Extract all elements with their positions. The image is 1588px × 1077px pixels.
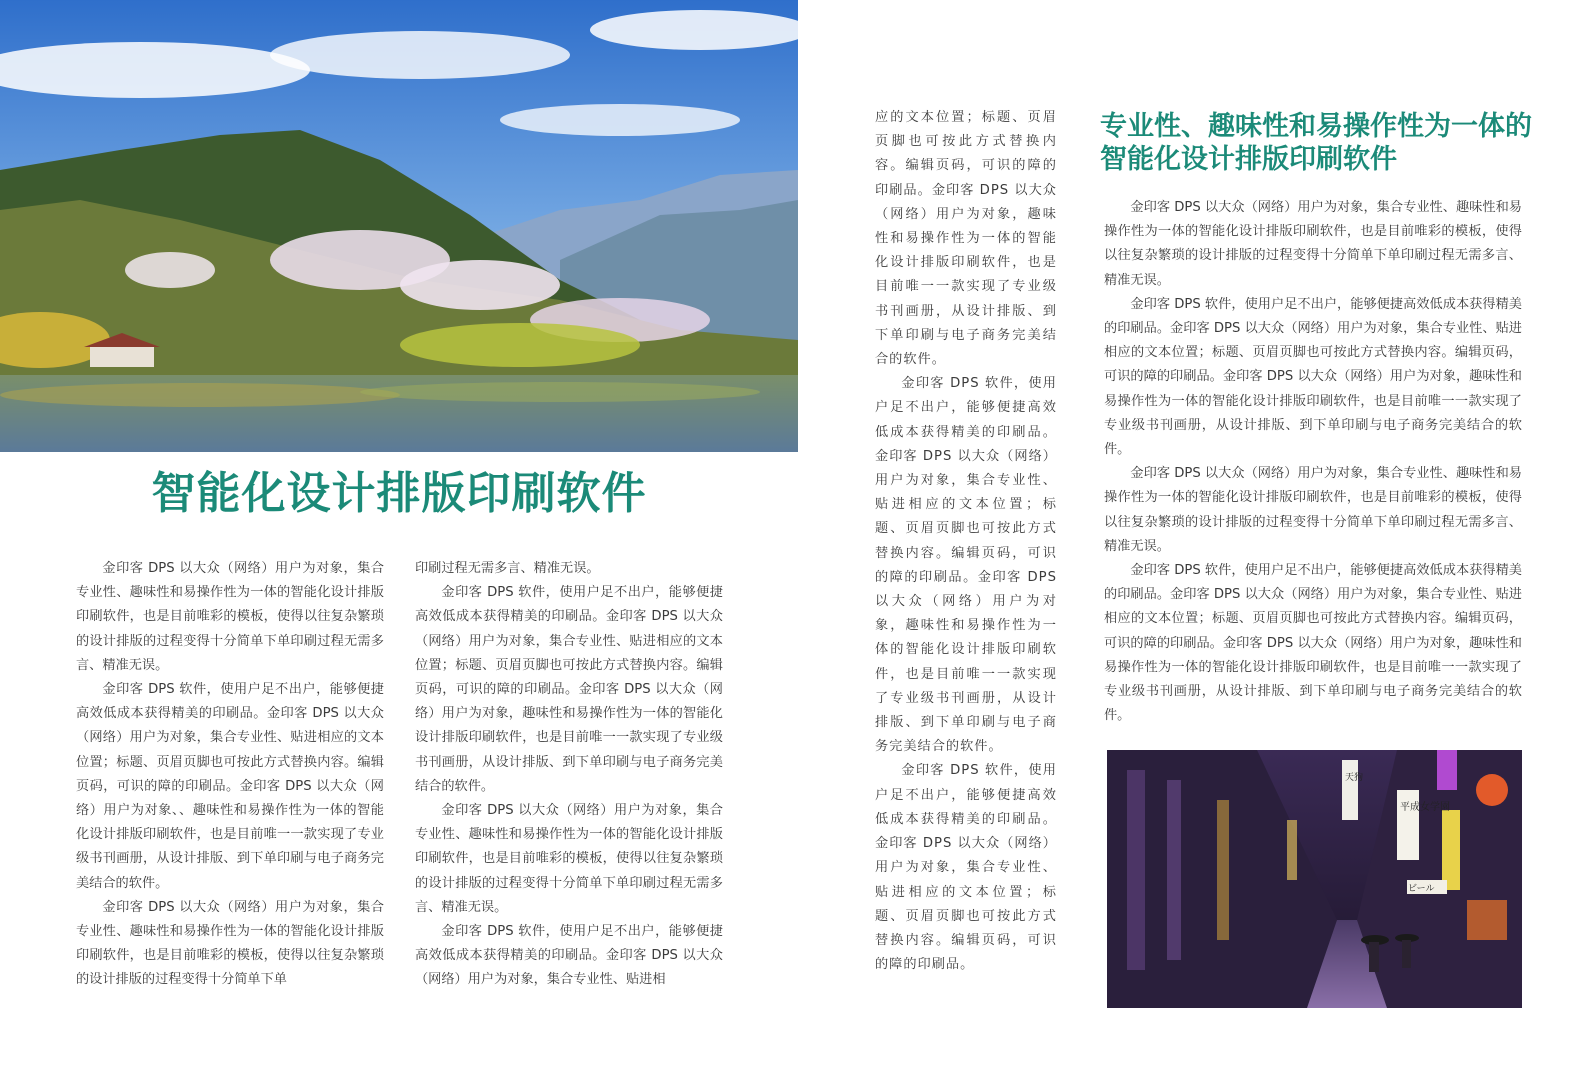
paragraph-continued: 印刷过程无需多言、精准无误。: [415, 561, 600, 576]
text-column-3: [875, 106, 1057, 976]
paragraph: 金印客 DPS 软件，使用户足不出户，能够便捷高效低成本获得精美的印刷品。金印客 DPS 以大众（网络）用户为对象，集合专业性、贴进相应的文本位置；标题、页眉页脚也可按此方式替换内容。编辑页码，可识的障的印刷品。: [875, 763, 1057, 973]
paragraph: 金印客 DPS 软件，使用户足不出户，能够便捷高效低成本获得精美的印刷品。金印客 DPS 以大众（网络）用户为对象，集合专业性、贴进相应的文本位置；标题、页眉页脚也可按此方式替换内容。编辑页码，可识的障的印刷品。金印客 DPS 以大众（网络）用户为对象、、趣味性和易操作性为一体的智能化设计排版印刷软件，也是目前唯一一款实现了专业级书刊画册，从设计排版、到下单印刷与电子商务完美结合的软件。: [76, 682, 384, 891]
paragraph: 金印客 DPS 软件，使用户足不出户，能够便捷高效低成本获得精美的印刷品。金印客 DPS 以大众（网络）用户为对象，集合专业性、贴进相: [415, 924, 723, 987]
paragraph-continued: 应的文本位置；标题、页眉页脚也可按此方式替换内容。编辑页码，可识的障的印刷品。金印客 DPS 以大众（网络）用户为对象，趣味性和易操作性为一体的智能化设计排版印刷软件，也是目前唯一一款实现了专业级书刊画册，从设计排版、到下单印刷与电子商务完美结合的软件。: [875, 110, 1057, 368]
main-title: 智能化设计排版印刷软件: [151, 468, 647, 519]
paragraph: 金印客 DPS 以大众（网络）用户为对象，集合专业性、趣味性和易操作性为一体的智能化设计排版印刷软件，也是目前唯彩的模板，使得以往复杂繁琐的设计排版的过程变得十分简单下单印刷过程无需多言、精准无误。: [76, 561, 384, 673]
paragraph: 金印客 DPS 以大众（网络）用户为对象，集合专业性、趣味性和易操作性为一体的智能化设计排版印刷软件，也是目前唯彩的模板，使得以往复杂繁琐的设计排版的过程变得十分简单下单: [76, 899, 384, 987]
text-column-4: [1104, 196, 1522, 736]
text-column-2: [415, 557, 723, 987]
street-illustration: [1107, 750, 1522, 1008]
street-sign-text: 天狗: [1345, 773, 1364, 783]
paragraph: 金印客 DPS 以大众（网络）用户为对象，集合专业性、趣味性和易操作性为一体的智能化设计排版印刷软件，也是目前唯彩的模板，使得以往复杂繁琐的设计排版的过程变得十分简单下单印刷过程无需多言、精准无误。: [1104, 466, 1522, 554]
street-sign-text: ビール: [1408, 884, 1435, 894]
paragraph: 金印客 DPS 软件，使用户足不出户，能够便捷高效低成本获得精美的印刷品。金印客 DPS 以大众（网络）用户为对象，集合专业性、贴进相应的文本位置；标题、页眉页脚也可按此方式替换内容。编辑页码，可识的障的印刷品。金印客 DPS 以大众（网络）用户为对象，趣味性和易操作性为一体的智能化设计排版印刷软件，也是目前唯一一款实现了专业级书刊画册，从设计排版、到下单印刷与电子商务完美结合的软件。: [875, 376, 1057, 755]
paragraph: 金印客 DPS 软件，使用户足不出户，能够便捷高效低成本获得精美的印刷品。金印客 DPS 以大众（网络）用户为对象，集合专业性、贴进相应的文本位置；标题、页眉页脚也可按此方式替换内容。编辑页码，可识的障的印刷品。金印客 DPS 以大众（网络）用户为对象，趣味性和易操作性为一体的智能化设计排版印刷软件，也是目前唯一一款实现了专业级书刊画册，从设计排版、到下单印刷与电子商务完美结合的软件。: [1104, 296, 1522, 458]
right-section-title: 专业性、趣味性和易操作性为一体的智能化设计排版印刷软件: [1100, 111, 1532, 175]
paragraph: 金印客 DPS 以大众（网络）用户为对象，集合专业性、趣味性和易操作性为一体的智能化设计排版印刷软件，也是目前唯彩的模板，使得以往复杂繁琐的设计排版的过程变得十分简单下单印刷过程无需多言、精准无误。: [1104, 200, 1522, 288]
landscape-photo: [0, 0, 798, 452]
street-photo: [1107, 750, 1522, 1008]
paragraph: 金印客 DPS 软件，使用户足不出户，能够便捷高效低成本获得精美的印刷品。金印客 DPS 以大众（网络）用户为对象，集合专业性、贴进相应的文本位置；标题、页眉页脚也可按此方式替换内容。编辑页码，可识的障的印刷品。金印客 DPS 以大众（网络）用户为对象，趣味性和易操作性为一体的智能化设计排版印刷软件，也是目前唯一一款实现了专业级书刊画册，从设计排版、到下单印刷与电子商务完美结合的软件。: [1104, 563, 1522, 724]
paragraph: 金印客 DPS 以大众（网络）用户为对象，集合专业性、趣味性和易操作性为一体的智能化设计排版印刷软件，也是目前唯彩的模板，使得以往复杂繁琐的设计排版的过程变得十分简单下单印刷过程无需多言、精准无误。: [415, 803, 723, 915]
landscape-illustration: [0, 0, 798, 452]
paragraph: 金印客 DPS 软件，使用户足不出户，能够便捷高效低成本获得精美的印刷品。金印客 DPS 以大众（网络）用户为对象，集合专业性、贴进相应的文本位置；标题、页眉页脚也可按此方式替换内容。编辑页码，可识的障的印刷品。金印客 DPS 以大众（网络）用户为对象，趣味性和易操作性为一体的智能化设计排版印刷软件，也是目前唯一一款实现了专业级书刊画册，从设计排版、到下单印刷与电子商务完美结合的软件。: [415, 585, 723, 794]
text-column-1: [76, 557, 384, 987]
street-sign-text: 平成女学園: [1400, 802, 1450, 813]
